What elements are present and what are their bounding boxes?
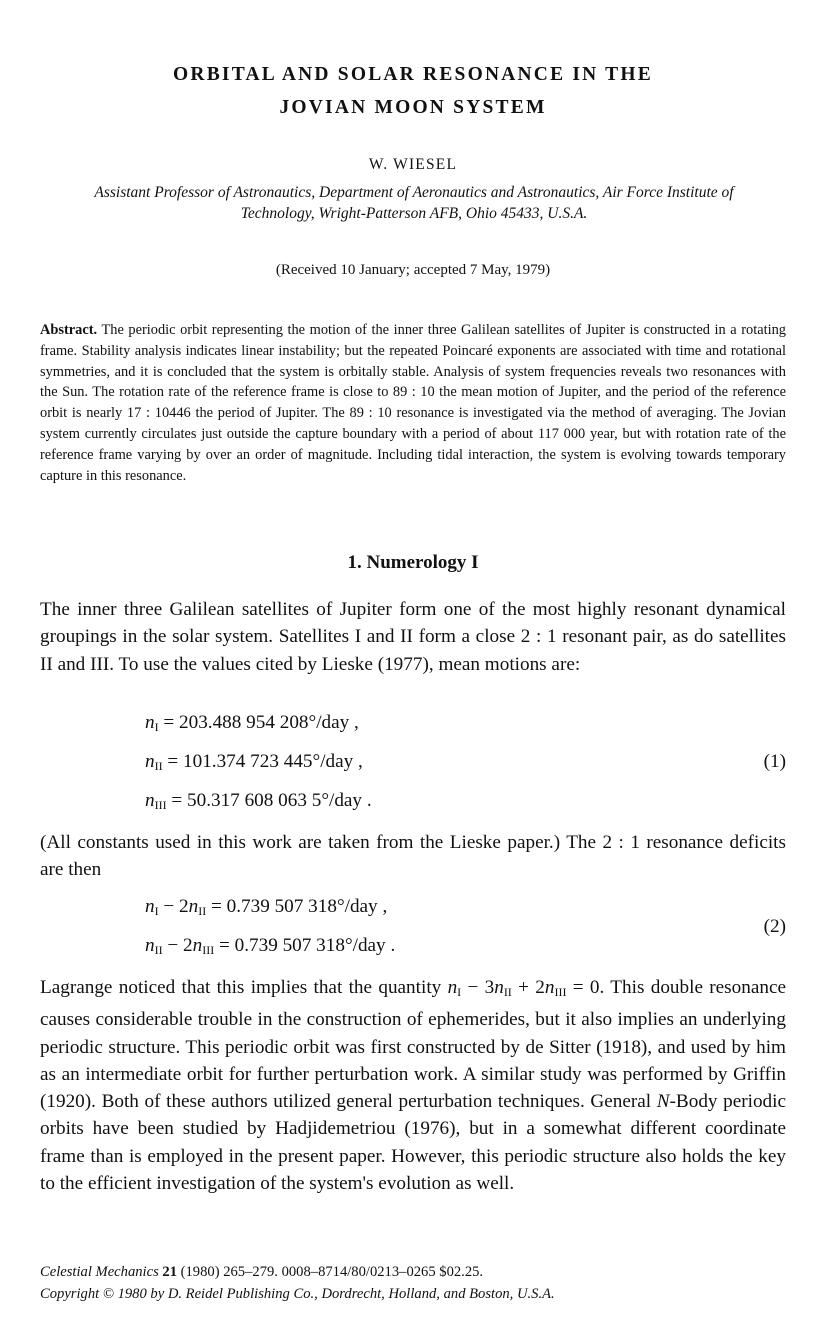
- equation-1-line-1: $n_I = 203.488$ 954 208°/day ,: [145, 712, 359, 734]
- equation-1-number: (1): [763, 751, 786, 772]
- affiliation-line-2: Technology, Wright-Patterson AFB, Ohio 45433, U.S.A.: [240, 205, 588, 222]
- author: W. WIESEL: [368, 156, 458, 173]
- section-heading: 1. Numerology I: [347, 552, 479, 573]
- footer: [40, 1262, 555, 1305]
- affiliation: [40, 182, 788, 224]
- received-dates: (Received 10 January; accepted 7 May, 1979): [275, 262, 551, 278]
- equation-2-line-2: $n_{II} - 2n_{III} = 0.739$ 507 318°/day .: [145, 935, 396, 957]
- equation-2-number: (2): [763, 916, 786, 937]
- footer-citation: Celestial Mechanics 21 (1980) 265–279. 0008–8714/80/0213–0265 $02.25.: [40, 1264, 484, 1280]
- abstract: [40, 320, 786, 486]
- title-line-1: ORBITAL AND SOLAR RESONANCE IN THE: [173, 64, 653, 85]
- affiliation-line-1: Assistant Professor of Astronautics, Department of Aeronautics and Astronautics, Air Force Institute of: [94, 184, 734, 201]
- abstract-label: Abstract.: [40, 322, 98, 338]
- paragraph-2: (All constants used in this work are taken from the Lieske paper.) The 2 : 1 resonance deficits are then: [40, 832, 786, 881]
- footer-copyright: Copyright © 1980 by D. Reidel Publishing Co., Dordrecht, Holland, and Boston, U.S.A.: [40, 1285, 555, 1302]
- title-line-2: JOVIAN MOON SYSTEM: [279, 97, 547, 118]
- equation-1-line-3: $n_{III} = 50.317$ 608 063 5°/day .: [145, 790, 372, 812]
- equation-2-line-1: $n_I - 2n_{II} = 0.739$ 507 318°/day ,: [145, 896, 388, 918]
- equation-1-line-2: $n_{II} = 101.374$ 723 445°/day ,: [145, 751, 363, 773]
- abstract-text: The periodic orbit representing the motion of the inner three Galilean satellites of Jupiter is constructed in a rotating frame. Stability analysis indicates linear instability; but the repeated Poincaré exponents are associated with time and rotational symmetries, and it is concluded that the system is orbitally stable. Analysis of system frequencies reveals two resonances with the Sun. The rotation rate of the reference frame is close to 89 : 10 the mean motion of Jupiter, and the period of the reference orbit is nearly 17 : 10446 the period of Jupiter. The 89 : 10 resonance is investigated via the method of averaging. The Jovian system currently circulates just outside the capture boundary with a period of about 117 000 year, but with rotation rate of the reference frame varying by over an order of magnitude. Including tidal interaction, the system is evolving towards temporary capture in this resonance.: [40, 322, 786, 484]
- paragraph-1: The inner three Galilean satellites of Jupiter form one of the most highly resonant dynamical groupings in the solar system. Satellites I and II form a close 2 : 1 resonant pair, as do satellites II and III. To use the values cited by Lieske (1977), mean motions are:: [40, 599, 786, 675]
- paragraph-3: Lagrange noticed that this implies that the quantity $n_I - 3n_{II} + 2n_{III} = 0$. This double resonance causes considerable trouble in the construction of ephemerides, but it also implies an underlying periodic structure. This periodic orbit was first constructed by de Sitter (1918), and used by him as an intermediate orbit for further perturbation work. A similar study was performed by Griffin (1920). Both of these authors utilized general perturbation techniques. General N-Body periodic orbits have been studied by Hadjidemetriou (1976), but in a somewhat different coordinate frame than is employed in the present paper. However, this periodic structure also holds the key to the efficient investigation of the system's evolution as well.: [40, 977, 786, 1195]
